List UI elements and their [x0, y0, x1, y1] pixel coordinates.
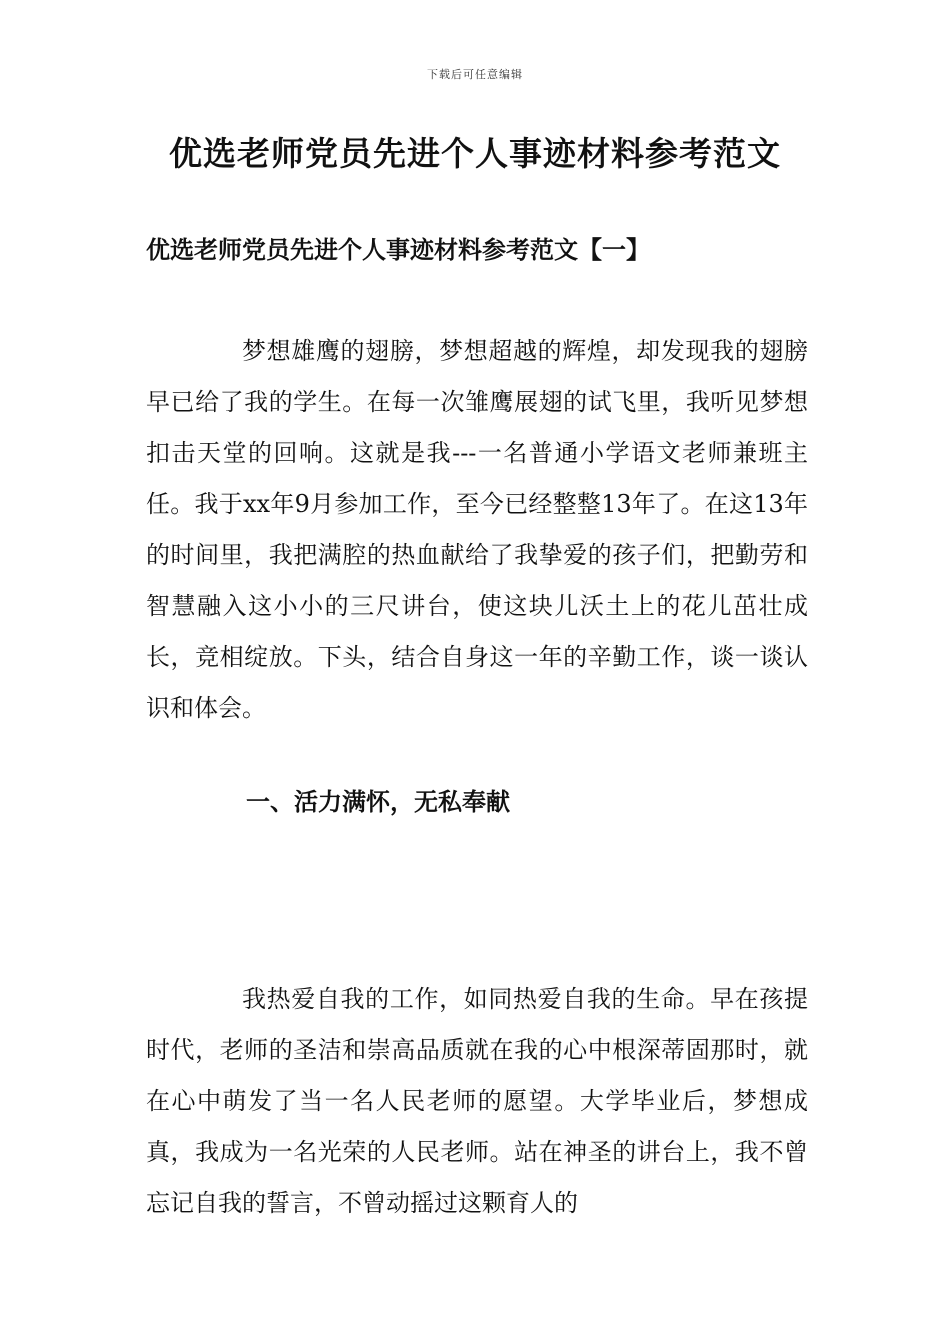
document-title: 优选老师党员先进个人事迹材料参考范文 [169, 134, 781, 173]
paragraph-1: 梦想雄鹰的翅膀，梦想超越的辉煌，却发现我的翅膀早已给了我的学生。在每一次雏鹰展翅的试飞里，我听见梦想扣击天堂的回响。这就是我---一名普通小学语文老师兼班主任。我于xx年9月参加工作，至今已经整整13年了。在这13年的时间里，我把满腔的热血献给了我挚爱的孩子们，把勤劳和智慧融入这小小的三尺讲台，使这块儿沃土上的花儿茁壮成长，竞相绽放。下头，结合自身这一年的辛勤工作，谈一谈认识和体会。 [146, 337, 808, 722]
subheading: 一、活力满怀，无私奉献 [246, 787, 510, 816]
section-title: 优选老师党员先进个人事迹材料参考范文【一】 [146, 235, 650, 264]
paragraph-2: 我热爱自我的工作，如同热爱自我的生命。早在孩提时代，老师的圣洁和崇高品质就在我的心中根深蒂固那时，就在心中萌发了当一名人民老师的愿望。大学毕业后，梦想成真，我成为一名光荣的人民老师。站在神圣的讲台上，我不曾忘记自我的誓言，不曾动摇过这颗育人的 [146, 985, 808, 1217]
header-note: 下载后可任意编辑 [427, 68, 523, 81]
